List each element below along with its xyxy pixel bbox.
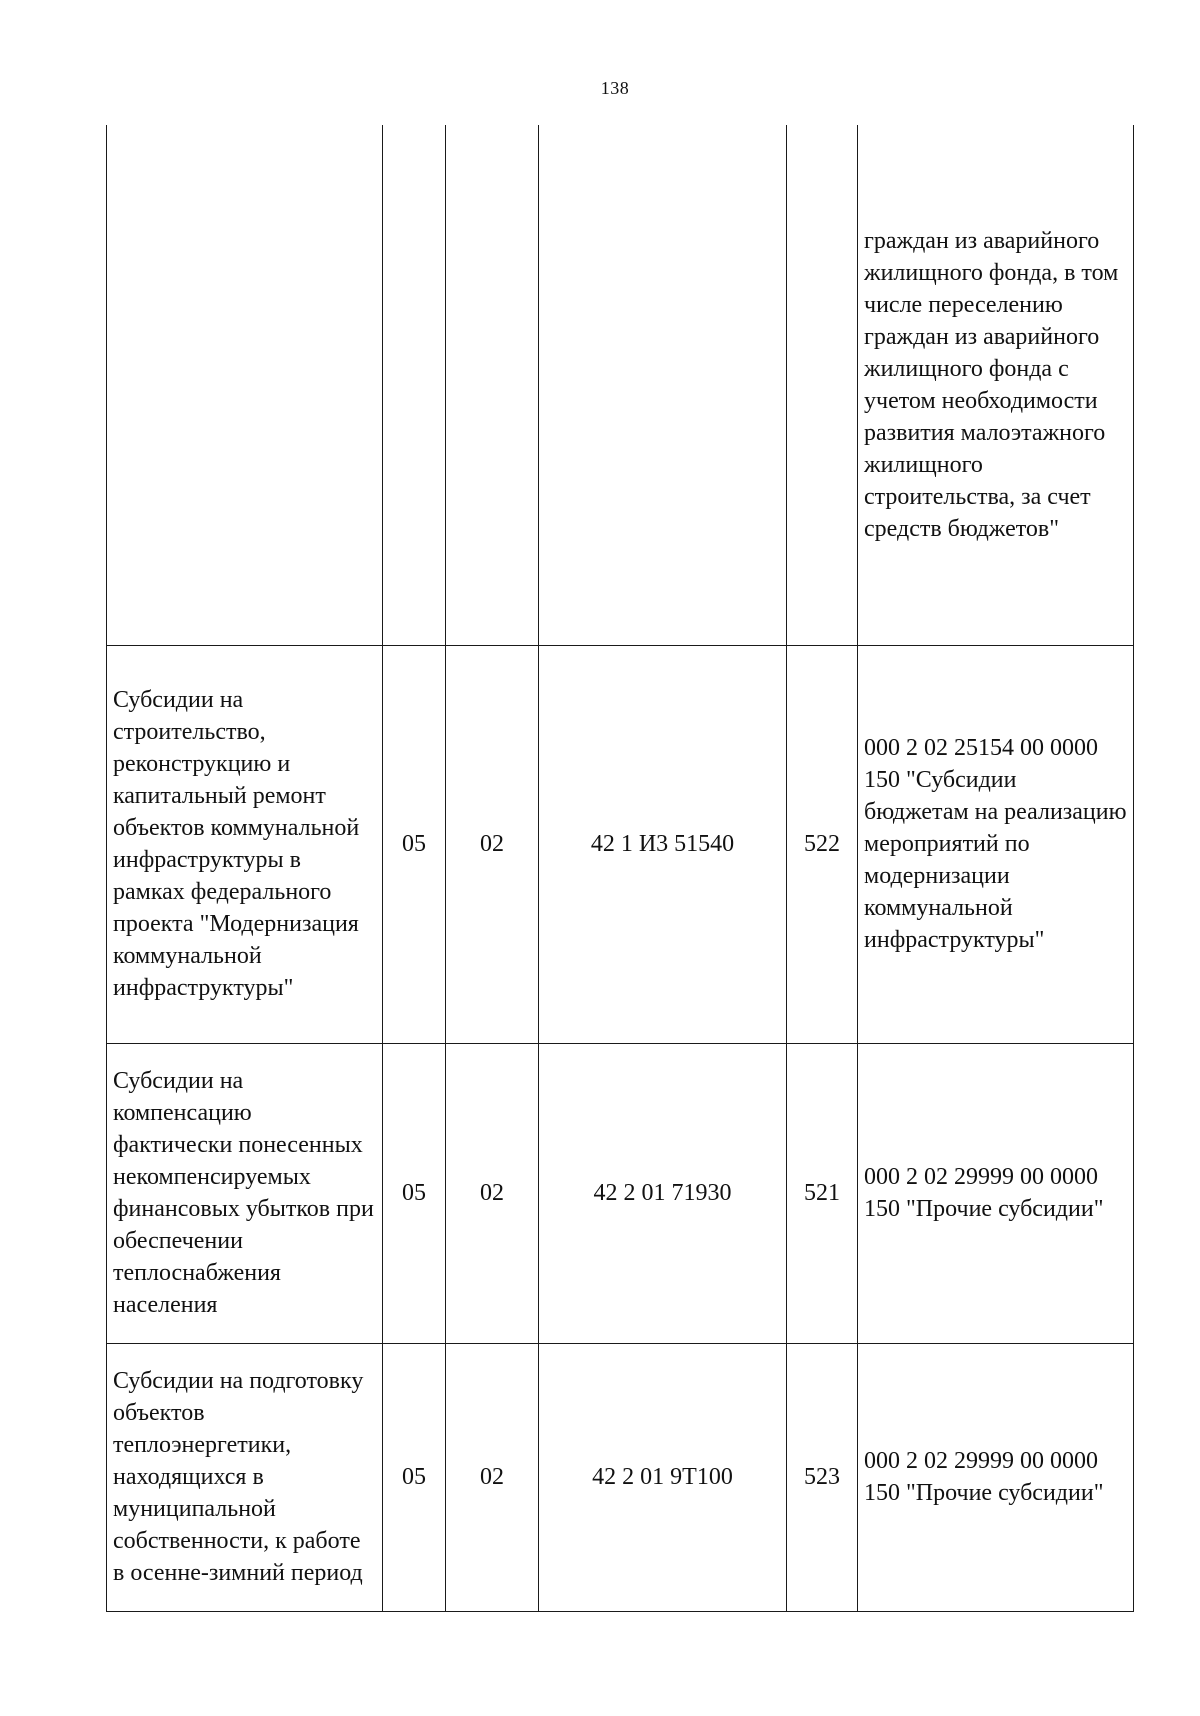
table-row (107, 125, 1134, 645)
expense-type-cell (787, 645, 858, 1043)
table-row (107, 645, 1134, 1043)
section-text: 05 (402, 1464, 426, 1490)
section-text: 05 (402, 831, 426, 857)
row-name-text: Субсидии на подготовку объектов теплоэнергетики, находящихся в муниципальной собственности, к работе в осенне-зимний период (113, 1368, 364, 1586)
section-cell (383, 645, 446, 1043)
income-code-cell (858, 1343, 1134, 1611)
income-code-cell (858, 125, 1134, 645)
income-code-cell (858, 1043, 1134, 1343)
row-name-cell (107, 1043, 383, 1343)
subsection-cell (446, 1343, 539, 1611)
target-article-cell (539, 645, 787, 1043)
row-name-text: Субсидии на строительство, реконструкцию и капитальный ремонт объектов коммунальной инфраструктуры в рамках федерального проекта "Модернизация коммунальной инфраструктуры" (113, 687, 360, 1001)
section-cell (383, 1043, 446, 1343)
income-code-text: 000 2 02 29999 00 0000 150 "Прочие субсидии" (864, 1164, 1104, 1222)
expense-type-cell (787, 1043, 858, 1343)
expense-type-text: 523 (804, 1464, 840, 1490)
subsection-cell (446, 645, 539, 1043)
expense-type-text: 521 (804, 1180, 840, 1206)
subsection-text: 02 (480, 1464, 504, 1490)
row-name-cell (107, 645, 383, 1043)
row-name-cell (107, 125, 383, 645)
target-article-text: 42 1 И3 51540 (590, 831, 735, 857)
income-code-text: 000 2 02 25154 00 0000 150 "Субсидии бюджетам на реализацию мероприятий по модернизации коммунальной инфраструктуры" (864, 735, 1127, 953)
table-row (107, 1043, 1134, 1343)
income-code-cell (858, 645, 1134, 1043)
subsection-cell (446, 1043, 539, 1343)
section-text: 05 (402, 1180, 426, 1206)
subsection-text: 02 (480, 1180, 504, 1206)
subsidies-table (106, 125, 1134, 1612)
target-article-cell (539, 1343, 787, 1611)
income-code-text: граждан из аварийного жилищного фонда, в том числе переселению граждан из аварийного жилищного фонда с учетом необходимости развития малоэтажного жилищного строительства, за счет средств бюджетов" (864, 227, 1119, 542)
income-code-text: 000 2 02 29999 00 0000 150 "Прочие субсидии" (864, 1448, 1104, 1506)
section-cell (383, 1343, 446, 1611)
row-name-text: Субсидии на компенсацию фактически понесенных некомпенсируемых финансовых убытков при обеспечении теплоснабжения населения (113, 1068, 374, 1318)
subsection-cell (446, 125, 539, 645)
expense-type-cell (787, 125, 858, 645)
target-article-text: 42 2 01 71930 (593, 1180, 732, 1206)
target-article-cell (539, 1043, 787, 1343)
table-row (107, 1343, 1134, 1611)
expense-type-cell (787, 1343, 858, 1611)
subsection-text: 02 (480, 831, 504, 857)
target-article-cell (539, 125, 787, 645)
row-name-cell (107, 1343, 383, 1611)
expense-type-text: 522 (804, 831, 840, 857)
page-number: 138 (600, 78, 630, 98)
target-article-text: 42 2 01 9Т100 (592, 1464, 733, 1490)
section-cell (383, 125, 446, 645)
